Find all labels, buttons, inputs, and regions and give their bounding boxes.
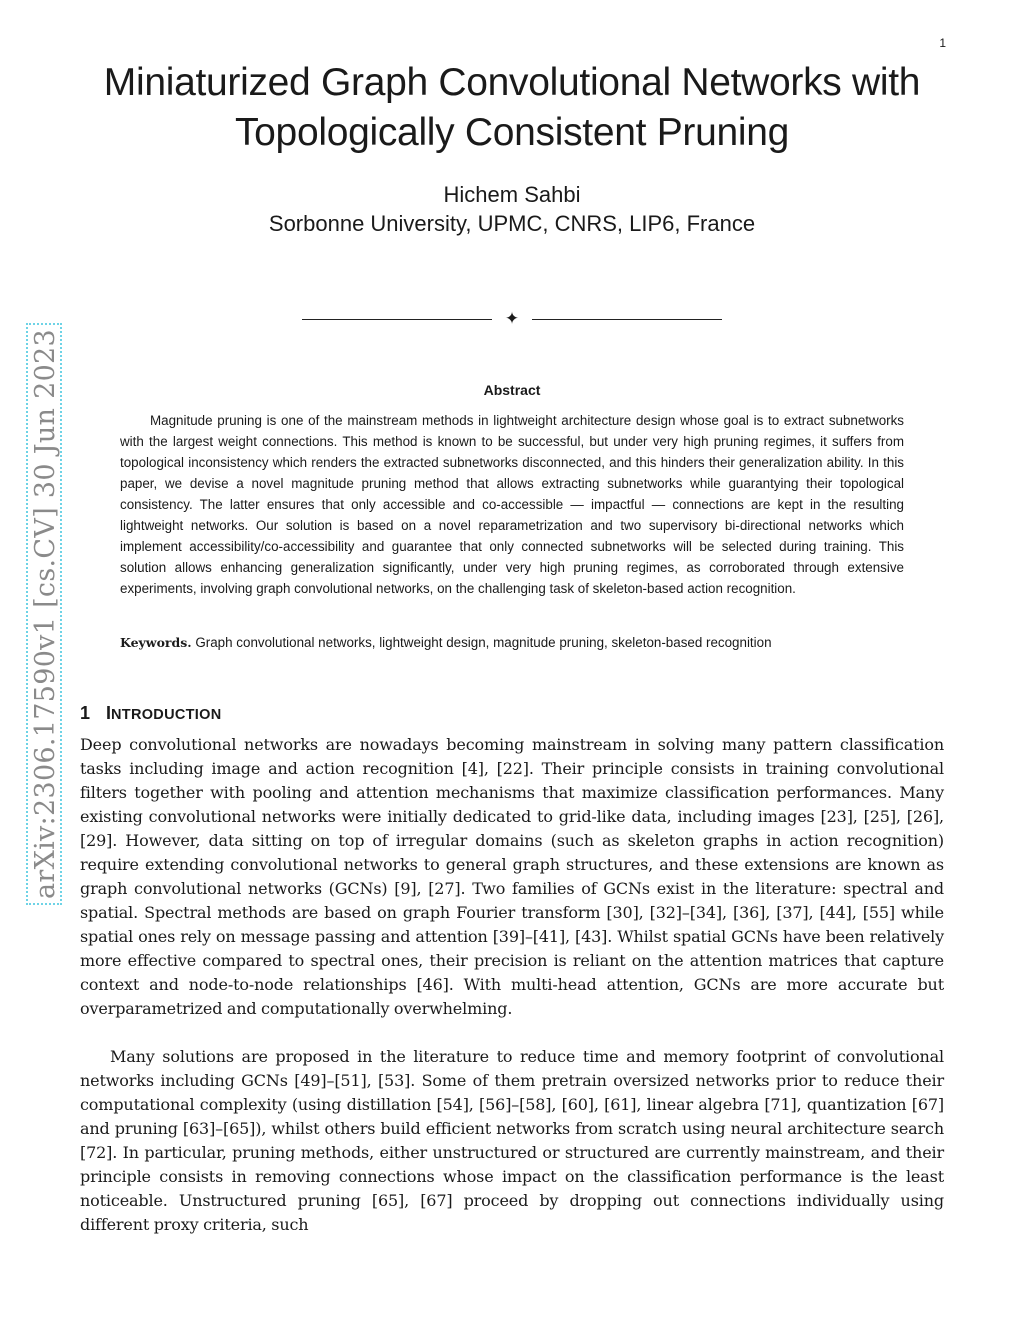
divider-line-left xyxy=(302,319,492,320)
section-number: 1 xyxy=(80,703,91,723)
four-point-star-icon: ✦ xyxy=(504,309,520,329)
title-divider xyxy=(302,310,722,330)
divider-line-right xyxy=(532,319,722,320)
keywords xyxy=(120,633,910,653)
section-heading-introduction xyxy=(80,701,221,727)
intro-paragraph-2: Many solutions are proposed in the literature to reduce time and memory footprint of convolutional networks including GCNs [49]–[51], [53]. Some of them pretrain oversized networks prior to reduce their computational complexity (using distillation [54], [56]–[58], [60], [61], linear algebra [71], quantization [67] and pruning [63]–[65]), whilst others build efficient networks from scratch using neural architecture search [72]. In particular, pruning methods, either unstructured or structured are currently mainstream, and their principle consists in removing connections whose impact on the classification performance is the least noticeable. Unstructured pruning [65], [67] proceed by dropping out connections individually using different proxy criteria, such xyxy=(80,1047,944,1234)
page-number: 1 xyxy=(939,36,946,50)
abstract-body: Magnitude pruning is one of the mainstream methods in lightweight architecture design whose goal is to extract subnetworks with the largest weight connections. This method is known to be successful, but under very high pruning regimes, it suffers from topological inconsistency which renders the extracted subnetworks disconnected, and this hinders their generalization ability. In this paper, we devise a novel magnitude pruning method that allows extracting subnetworks while guarantying their topological consistency. The latter ensures that only accessible and co-accessible — impactful — connections are kept in the resulting lightweight networks. Our solution is based on a novel reparametrization and two supervisory bi-directional networks which implement accessibility/co-accessibility and guarantee that only connected subnetworks will be selected during training. This solution allows enhancing generalization significantly, under very high pruning regimes, as corroborated through extensive experiments, involving graph convolutional networks, on the challenging task of skeleton-based action recognition. xyxy=(120,413,904,596)
author-block xyxy=(0,180,1024,238)
abstract-heading: Abstract xyxy=(483,382,541,398)
title-line-1: Miniaturized Graph Convolutional Networks with xyxy=(103,61,921,104)
author-affiliation: Sorbonne University, UPMC, CNRS, LIP6, France xyxy=(268,211,756,236)
keywords-text: Graph convolutional networks, lightweight design, magnitude pruning, skeleton-based recognition xyxy=(195,635,772,650)
author-name: Hichem Sahbi xyxy=(443,182,581,207)
title-line-2: Topologically Consistent Pruning xyxy=(234,111,790,154)
paper-title xyxy=(40,58,984,158)
arxiv-identifier-stamp: arXiv:2306.17590v1 [cs.CV] 30 Jun 2023 xyxy=(26,323,62,905)
keywords-label: Keywords. xyxy=(120,635,192,650)
section-title-initial: I xyxy=(106,703,112,723)
intro-paragraph-1: Deep convolutional networks are nowadays becoming mainstream in solving many pattern classification tasks including image and action recognition [4], [22]. Their principle consists in training convolutional filters together with pooling and attention mechanisms that maximize classification performances. Many existing convolutional networks were initially dedicated to grid-like data, including images [23], [25], [26], [29]. However, data sitting on top of irregular domains (such as skeleton graphs in action recognition) require extending convolutional networks to general graph structures, and these extensions are known as graph convolutional networks (GCNs) [9], [27]. Two families of GCNs exist in the literature: spectral and spatial. Spectral methods are based on graph Fourier transform [30], [32]–[34], [36], [37], [44], [55] while spatial ones rely on message passing and attention [39]–[41], [43]. Whilst spatial GCNs have been relatively more effective compared to spectral ones, their precision is reliant on the attention matrices that capture context and node-to-node relationships [46]. With multi-head attention, GCNs are more accurate but overparametrized and computationally overwhelming. xyxy=(80,735,944,1018)
section-title-rest: NTRODUCTION xyxy=(111,707,222,723)
